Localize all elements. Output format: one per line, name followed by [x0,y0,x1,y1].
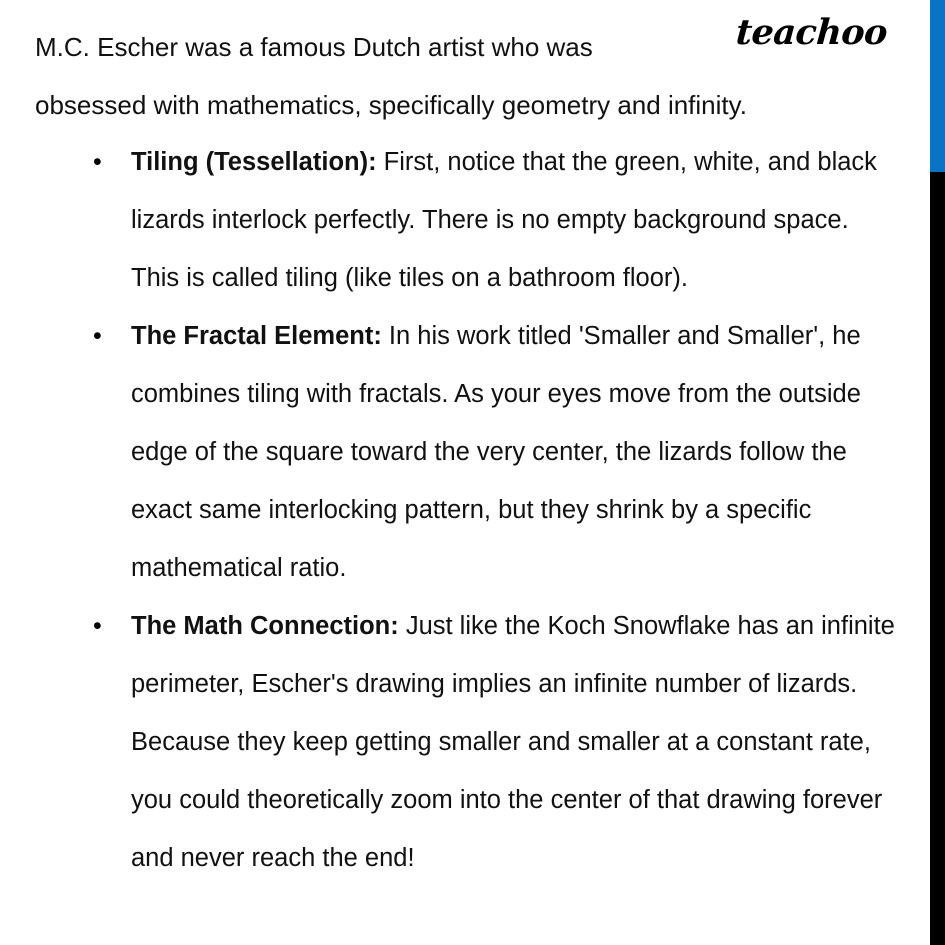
vertical-scrollbar-track[interactable] [930,0,945,945]
vertical-scrollbar-thumb[interactable] [930,0,945,172]
bullet-item-math-connection [0,597,915,887]
concept-bullet-list [0,133,915,887]
intro-paragraph [35,18,747,134]
bullet-body-math-connection: Just like the Koch Snowflake has an infinite perimeter, Escher's drawing implies an infinite number of lizards. Because they keep getting smaller and smaller at a constant rate, you could theoretically zoom into the center of that drawing forever and never reach the end! [131,612,895,872]
teachoo-logo: teachoo [734,12,889,53]
intro-line-1: M.C. Escher was a famous Dutch artist who was [35,32,593,62]
bullet-item-tiling [0,133,915,307]
bullet-lead-math-connection: The Math Connection: [131,612,399,640]
bullet-body-fractal: In his work titled 'Smaller and Smaller', he combines tiling with fractals. As your eyes move from the outside edge of the square toward the very center, the lizards follow the exact same interlocking pattern, but they shrink by a specific mathematical ratio. [131,322,861,582]
bullet-lead-fractal: The Fractal Element: [131,322,382,350]
bullet-item-fractal [0,307,915,597]
bullet-marker-icon: • [93,322,102,350]
bullet-body-tiling: First, notice that the green, white, and black lizards interlock perfectly. There is no empty background space. This is called tiling (like tiles on a bathroom floor). [131,148,877,292]
bullet-marker-icon: • [93,148,102,176]
bullet-lead-tiling: Tiling (Tessellation): [131,148,377,176]
intro-line-2: obsessed with mathematics, specifically geometry and infinity. [35,90,747,120]
bullet-marker-icon: • [93,612,102,640]
